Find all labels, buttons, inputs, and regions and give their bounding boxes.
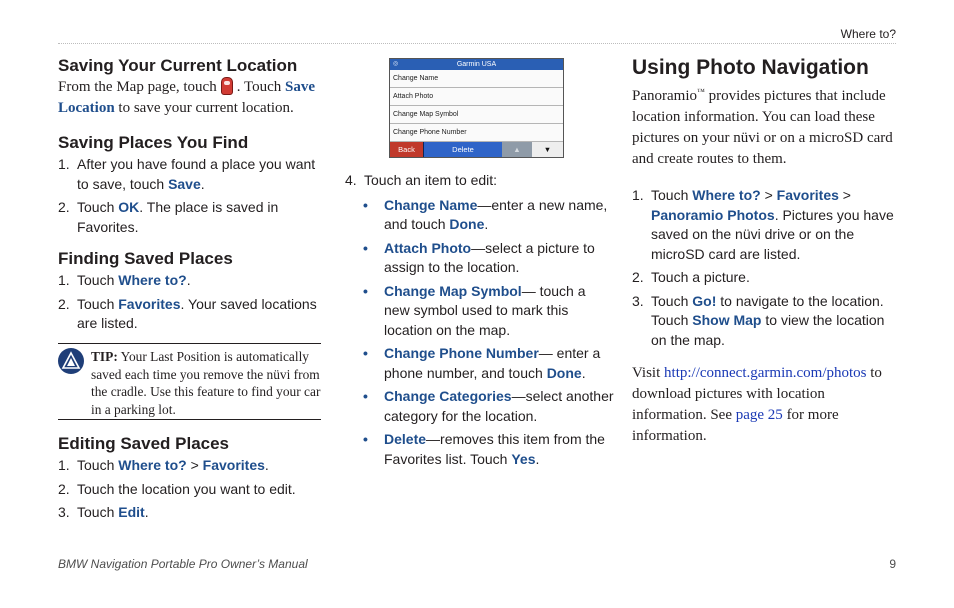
keyword: Favorites	[776, 187, 839, 203]
bullet-icon: •	[363, 196, 368, 213]
garmin-photos-link[interactable]: http://connect.garmin.com/photos	[664, 365, 867, 381]
device-status-icon: ◎	[393, 61, 399, 67]
keyword: Save	[168, 175, 201, 192]
text-span: Touch the location you want to edit.	[77, 480, 296, 497]
text-span: .	[200, 175, 205, 192]
text-span: —select another category for the location.	[384, 388, 614, 424]
footer-page-number: 9	[889, 557, 896, 571]
keyword: Change Categories	[384, 388, 512, 404]
text-span: .	[484, 216, 489, 232]
text-span: .	[581, 364, 586, 381]
step-item	[58, 480, 323, 500]
step-number: 1.	[58, 272, 70, 288]
text-span: .	[186, 272, 191, 288]
step-number: 3.	[58, 504, 70, 520]
paragraph-save-location	[58, 77, 323, 119]
step-number: 3.	[632, 292, 644, 309]
footer-manual-title: BMW Navigation Portable Pro Owner’s Manual	[58, 557, 308, 571]
edit-options-list	[345, 196, 615, 470]
device-delete-button[interactable]: Delete	[424, 142, 502, 157]
text-span: —select a picture to assign to the location.	[384, 239, 595, 275]
device-button-bar	[390, 142, 563, 157]
step-item	[58, 295, 323, 334]
text-span: for more information.	[632, 407, 839, 444]
keyword: Favorites	[202, 457, 265, 473]
bullet-icon: •	[363, 345, 368, 361]
text-span: Visit	[632, 365, 665, 381]
device-title: Garmin USA	[456, 61, 497, 68]
step-number: 2.	[58, 480, 70, 497]
keyword: Change Map Symbol	[384, 282, 522, 299]
device-screen	[389, 58, 564, 158]
text-span: Touch	[77, 504, 119, 520]
keyword: Delete	[384, 431, 427, 447]
heading-finding-saved-places: Finding Saved Places	[58, 249, 233, 268]
text-span: —enter a new name, and touch	[384, 196, 608, 232]
keyword: Change Name	[384, 196, 478, 213]
keyword: Attach Photo	[384, 239, 472, 256]
text-span: — touch a new symbol used to mark this location on the map.	[384, 282, 586, 338]
step-number: 4.	[345, 172, 357, 188]
keyword: Show Map	[692, 312, 762, 328]
list-item	[345, 196, 615, 235]
keyword: Done	[449, 216, 485, 232]
heading-using-photo-navigation: Using Photo Navigation	[632, 56, 869, 79]
tip-text	[91, 348, 323, 418]
keyword: Where to?	[118, 272, 187, 288]
page-25-link[interactable]: page 25	[735, 407, 783, 423]
column-left	[58, 56, 323, 334]
device-row-change-name[interactable]: Change Name	[390, 70, 563, 88]
list-item	[345, 344, 615, 383]
text-span: After you have found a place you want to save, touch	[77, 156, 316, 192]
step-item	[58, 271, 323, 291]
text-span: .	[264, 457, 269, 473]
tip-body: Your Last Position is automatically saved each time you remove the nüvi from the cradle. Use this feature to find your car in a parking lot.	[91, 349, 321, 417]
text-span: Panoramio	[632, 88, 697, 104]
keyword: Edit	[118, 504, 145, 520]
text-span: to save your current location.	[114, 100, 294, 116]
keyword: Where to?	[692, 187, 761, 203]
scroll-up-icon[interactable]: ▲	[502, 142, 532, 157]
step-item	[345, 171, 615, 191]
tip-triangle-icon	[58, 348, 84, 374]
device-back-button[interactable]: Back	[390, 142, 424, 157]
step-number: 1.	[58, 457, 70, 473]
tip-label: TIP:	[91, 349, 118, 364]
text-span: Touch	[77, 295, 119, 312]
device-row-attach-photo[interactable]: Attach Photo	[390, 88, 563, 106]
bullet-icon: •	[363, 282, 368, 299]
text-span: to view the location on the map.	[651, 312, 885, 348]
separator: >	[838, 187, 851, 203]
list-item	[345, 239, 615, 278]
step-item	[58, 456, 323, 476]
step-number: 2.	[632, 269, 644, 285]
list-item	[345, 430, 615, 469]
step-number: 2.	[58, 199, 70, 215]
keyword: Panoramio Photos	[651, 206, 775, 223]
step-number: 1.	[58, 156, 70, 172]
step-item	[632, 186, 898, 264]
steps-photo-navigation	[632, 186, 898, 350]
text-span: Touch	[651, 187, 693, 203]
list-item	[345, 387, 615, 426]
device-row-change-map-symbol[interactable]: Change Map Symbol	[390, 106, 563, 124]
device-title-bar	[390, 59, 563, 70]
list-item	[345, 282, 615, 341]
device-row-change-phone-number[interactable]: Change Phone Number	[390, 124, 563, 142]
text-span: —removes this item from the Favorites list. Touch	[384, 431, 605, 467]
column-left-lower	[58, 434, 323, 523]
running-header: Where to?	[840, 27, 896, 41]
text-span: Touch a picture.	[651, 269, 750, 285]
text-span: . Your saved locations are listed.	[77, 295, 317, 331]
tip-icon	[58, 348, 84, 374]
column-right	[632, 56, 898, 447]
step-item	[58, 503, 323, 523]
text-span: to download pictures with location information. See	[632, 365, 882, 423]
trademark: ™	[697, 87, 705, 96]
text-span: provides pictures that include location information. You can load these pictures on your nüvi or on a microSD card and create routes to them.	[632, 88, 893, 167]
step-number: 1.	[632, 187, 644, 203]
heading-saving-places-you-find: Saving Places You Find	[58, 133, 249, 152]
separator: >	[760, 187, 777, 203]
keyword-save-location: Save Location	[58, 79, 315, 116]
text-span: .	[144, 504, 149, 520]
text-span: to navigate to the location. Touch	[651, 292, 884, 328]
car-icon	[221, 77, 233, 95]
text-span: . The place is saved in Favorites.	[77, 199, 279, 235]
keyword: Favorites	[118, 295, 181, 312]
step-item	[632, 268, 898, 288]
text-span: . Pictures you have saved on the nüvi drive or on the microSD card are listed.	[651, 206, 894, 262]
step-number: 2.	[58, 295, 70, 312]
header-divider	[58, 43, 896, 44]
step-item	[58, 198, 323, 237]
keyword: Done	[546, 364, 582, 381]
keyword: Change Phone Number	[384, 345, 539, 361]
steps-saving-places	[58, 155, 323, 237]
heading-saving-current-location: Saving Your Current Location	[58, 56, 298, 75]
text-span: — enter a phone number, and touch	[384, 345, 601, 381]
keyword: Yes	[511, 450, 536, 467]
separator: >	[186, 457, 203, 473]
paragraph-panoramio	[632, 81, 898, 170]
bullet-icon: •	[363, 388, 368, 404]
text-span: Touch	[77, 199, 119, 215]
text-span: . Touch	[236, 79, 285, 95]
keyword: OK	[118, 199, 140, 215]
heading-editing-saved-places: Editing Saved Places	[58, 434, 230, 453]
bullet-icon: •	[363, 239, 368, 256]
text-span: From the Map page, touch	[58, 79, 217, 95]
step-item	[58, 155, 323, 194]
text-span: Touch	[77, 272, 119, 288]
bullet-icon: •	[363, 431, 368, 447]
text-span: .	[535, 450, 540, 467]
tip-box	[58, 343, 321, 420]
text-span: Touch	[77, 457, 119, 473]
scroll-down-icon[interactable]: ▼	[532, 142, 563, 157]
keyword: Where to?	[118, 457, 187, 473]
text-span: Touch an item to edit:	[364, 172, 498, 188]
steps-finding-saved	[58, 271, 323, 334]
text-span: Touch	[651, 292, 693, 309]
paragraph-visit	[632, 363, 898, 447]
step-item	[632, 292, 898, 351]
column-middle	[345, 171, 615, 469]
steps-editing	[58, 456, 323, 523]
keyword: Go!	[692, 292, 717, 309]
